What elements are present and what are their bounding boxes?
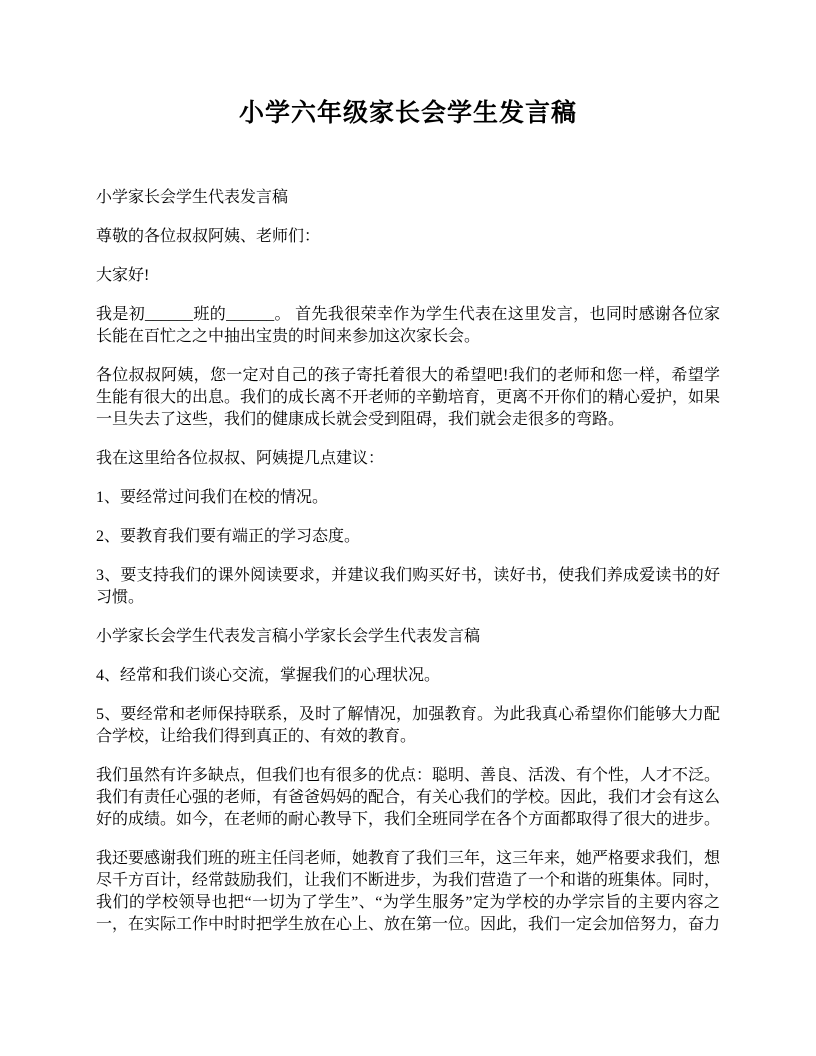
paragraph-subtitle: 小学家长会学生代表发言稿 xyxy=(96,189,289,206)
paragraph-suggestion-4: 4、经常和我们谈心交流，掌握我们的心理状况。 xyxy=(96,667,441,684)
paragraph-thanks: 我还要感谢我们班的班主任闫老师，她教育了我们三年，这三年来，她严格要求我们，想尽千方百计，经常鼓励我们，让我们不断进步，为我们营造了一个和谐的班集体。同时，我们的学校领导也把“一切为了学生”、“为学生服务”定为学校的办学宗旨的主要内容之一，在实际工作中时时把学生放在心上、放在第一位。因此，我们一定会加倍努力，奋力 xyxy=(96,850,721,933)
paragraph-suggestion-1: 1、要经常过问我们在校的情况。 xyxy=(96,489,329,506)
paragraph-suggestions-lead: 我在这里给各位叔叔、阿姨提几点建议： xyxy=(96,450,385,467)
paragraph-repeated-subtitle: 小学家长会学生代表发言稿小学家长会学生代表发言稿 xyxy=(96,628,481,645)
paragraph-hopes: 各位叔叔阿姨，您一定对自己的孩子寄托着很大的希望吧!我们的老师和您一样，希望学生能有很大的出息。我们的成长离不开老师的辛勤培育，更离不开你们的精心爱护，如果一旦失去了这些，我们的健康成长就会受到阻碍，我们就会走很多的弯路。 xyxy=(96,367,721,428)
paragraph-suggestion-5: 5、要经常和老师保持联系，及时了解情况，加强教育。为此我真心希望你们能够大力配合学校，让给我们得到真正的、有效的教育。 xyxy=(96,706,720,745)
paragraph-intro: 我是初______班的______。 首先我很荣幸作为学生代表在这里发言，也同时感谢各位家长能在百忙之之中抽出宝贵的时间来参加这次家长会。 xyxy=(96,306,720,345)
paragraph-strengths: 我们虽然有许多缺点，但我们也有很多的优点：聪明、善良、活泼、有个性，人才不泛。我们有责任心强的老师，有爸爸妈妈的配合，有关心我们的学校。因此，我们才会有这么好的成绩。如今，在老师的耐心教导下，我们全班同学在各个方面都取得了很大的进步。 xyxy=(96,767,721,828)
paragraph-salutation: 尊敬的各位叔叔阿姨、老师们： xyxy=(96,228,321,245)
paragraph-suggestion-2: 2、要教育我们要有端正的学习态度。 xyxy=(96,528,361,545)
document-title: 小学六年级家长会学生发言稿 xyxy=(238,100,577,127)
paragraph-suggestion-3: 3、要支持我们的课外阅读要求，并建议我们购买好书，读好书，使我们养成爱读书的好习惯。 xyxy=(96,567,720,606)
paragraph-greeting: 大家好! xyxy=(96,267,150,284)
